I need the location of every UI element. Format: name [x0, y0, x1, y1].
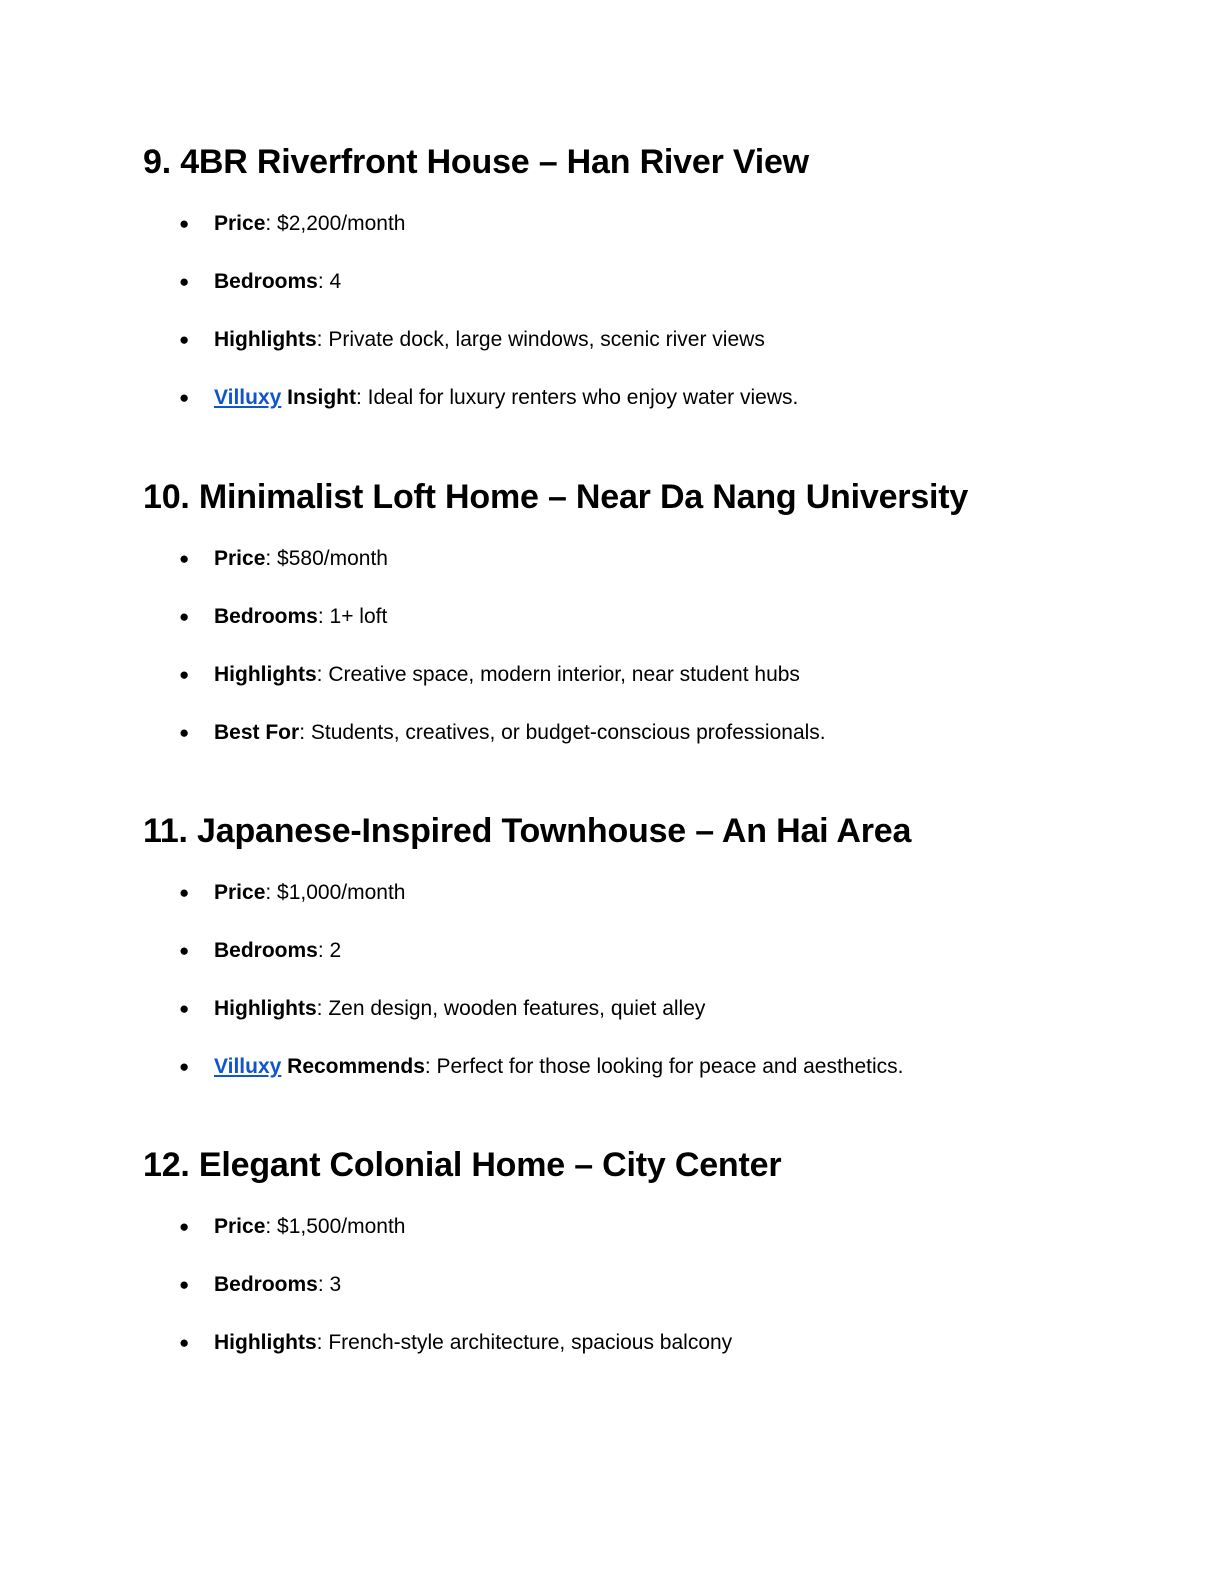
bullet-icon: ● — [179, 549, 190, 568]
item-label: Bedrooms — [214, 939, 318, 962]
list-item — [143, 1054, 1143, 1112]
list-item — [143, 1330, 1143, 1388]
bullet-icon: ● — [179, 883, 190, 902]
list-item — [143, 880, 1143, 938]
list-item — [143, 938, 1143, 996]
item-separator: : — [317, 939, 330, 962]
bullet-icon: ● — [179, 1057, 190, 1076]
villuxy-link[interactable]: Villuxy — [214, 386, 282, 409]
listing-section — [143, 142, 1143, 443]
list-item — [143, 1214, 1143, 1272]
item-separator: : — [316, 328, 329, 351]
list-item — [143, 996, 1143, 1054]
bullet-icon: ● — [179, 1217, 190, 1236]
listing-section — [143, 811, 1143, 1112]
listing-heading: 9. 4BR Riverfront House – Han River View — [143, 143, 809, 181]
bullet-icon: ● — [179, 272, 190, 291]
item-value: 3 — [329, 1273, 342, 1296]
bullet-icon: ● — [179, 941, 190, 960]
list-item — [143, 211, 1143, 269]
item-value: Creative space, modern interior, near student hubs — [328, 663, 800, 686]
item-label: Insight — [281, 386, 356, 409]
listing-section — [143, 477, 1143, 778]
item-value: $2,200/month — [277, 212, 406, 235]
list-item — [143, 604, 1143, 662]
list-item — [143, 546, 1143, 604]
item-separator: : — [316, 997, 329, 1020]
listing-details-list — [143, 1214, 1143, 1388]
item-label: Recommends — [281, 1055, 425, 1078]
item-value: French-style architecture, spacious balcony — [328, 1331, 733, 1354]
item-separator: : — [265, 212, 278, 235]
item-label: Price — [214, 212, 266, 235]
item-separator: : — [317, 270, 330, 293]
list-item — [143, 1272, 1143, 1330]
item-value: Private dock, large windows, scenic river views — [328, 328, 765, 351]
bullet-icon: ● — [179, 330, 190, 349]
item-label: Bedrooms — [214, 605, 318, 628]
item-separator: : — [317, 605, 330, 628]
listing-section — [143, 1145, 1143, 1388]
item-label: Highlights — [214, 328, 317, 351]
item-value: Zen design, wooden features, quiet alley — [328, 997, 706, 1020]
listing-heading: 12. Elegant Colonial Home – City Center — [143, 1146, 782, 1184]
item-label: Highlights — [214, 663, 317, 686]
listing-heading: 10. Minimalist Loft Home – Near Da Nang University — [143, 478, 969, 516]
list-item — [143, 720, 1143, 778]
item-label: Highlights — [214, 1331, 317, 1354]
listing-heading: 11. Japanese-Inspired Townhouse – An Hai Area — [143, 812, 912, 850]
item-label: Bedrooms — [214, 270, 318, 293]
item-separator: : — [317, 1273, 330, 1296]
listing-details-list — [143, 880, 1143, 1112]
bullet-icon: ● — [179, 1333, 190, 1352]
item-value: Students, creatives, or budget-conscious professionals. — [310, 721, 826, 744]
listing-details-list — [143, 211, 1143, 443]
item-separator: : — [265, 881, 278, 904]
item-separator: : — [265, 1215, 278, 1238]
list-item — [143, 327, 1143, 385]
listing-details-list — [143, 546, 1143, 778]
item-value: $1,000/month — [277, 881, 406, 904]
item-value: $580/month — [277, 547, 388, 570]
bullet-icon: ● — [179, 665, 190, 684]
item-value: Perfect for those looking for peace and aesthetics. — [436, 1055, 904, 1078]
bullet-icon: ● — [179, 388, 190, 407]
item-separator: : — [356, 386, 368, 409]
item-label: Price — [214, 881, 266, 904]
item-label: Best For — [214, 721, 300, 744]
item-separator: : — [316, 1331, 329, 1354]
bullet-icon: ● — [179, 1275, 190, 1294]
item-label: Price — [214, 1215, 266, 1238]
item-value: $1,500/month — [277, 1215, 406, 1238]
list-item — [143, 662, 1143, 720]
item-separator: : — [265, 547, 278, 570]
item-value: 2 — [329, 939, 342, 962]
bullet-icon: ● — [179, 723, 190, 742]
item-label: Highlights — [214, 997, 317, 1020]
bullet-icon: ● — [179, 214, 190, 233]
item-separator: : — [316, 663, 329, 686]
item-separator: : — [299, 721, 311, 744]
item-value: 1+ loft — [329, 605, 388, 628]
list-item — [143, 269, 1143, 327]
item-label: Price — [214, 547, 266, 570]
item-separator: : — [424, 1055, 437, 1078]
item-value: Ideal for luxury renters who enjoy water views. — [367, 386, 799, 409]
bullet-icon: ● — [179, 999, 190, 1018]
item-label: Bedrooms — [214, 1273, 318, 1296]
list-item — [143, 385, 1143, 443]
villuxy-link[interactable]: Villuxy — [214, 1055, 282, 1078]
bullet-icon: ● — [179, 607, 190, 626]
item-value: 4 — [329, 270, 342, 293]
